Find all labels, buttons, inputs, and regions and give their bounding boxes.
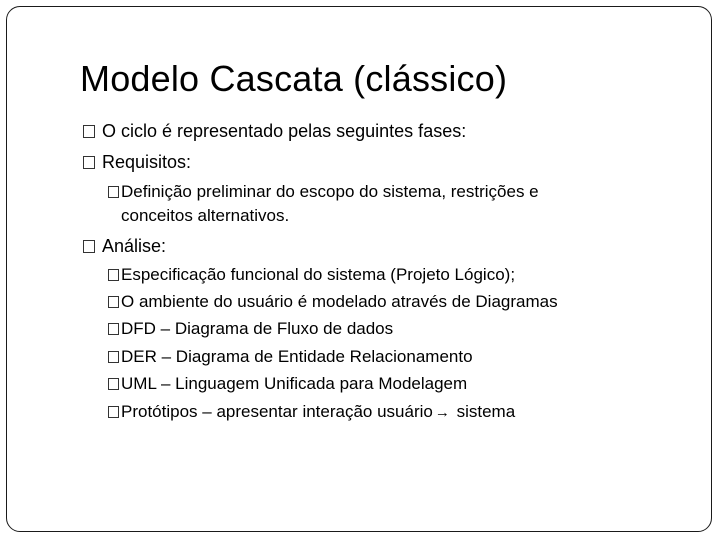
bullet-text-part: sistema <box>451 402 516 421</box>
right-arrow-icon: → <box>434 404 450 421</box>
bullet-text: O ambiente do usuário é modelado através de Diagramas <box>121 292 558 311</box>
bullet-text: DFD – Diagrama de Fluxo de dados <box>121 319 394 338</box>
checkbox-bullet-icon <box>83 240 95 253</box>
checkbox-bullet-icon <box>108 269 119 281</box>
bullet-text: Requisitos: <box>102 152 192 172</box>
checkbox-bullet-icon <box>108 323 119 335</box>
bullet-item <box>83 235 166 257</box>
bullet-text: Especificação funcional do sistema (Projeto Lógico); <box>121 265 516 284</box>
checkbox-bullet-icon <box>108 406 119 418</box>
bullet-text: Análise: <box>102 236 167 256</box>
bullet-item <box>83 151 191 173</box>
sub-bullet-item <box>108 263 626 287</box>
checkbox-bullet-icon <box>83 125 95 138</box>
bullet-text: O ciclo é representado pelas seguintes fases: <box>102 121 467 141</box>
checkbox-bullet-icon <box>108 296 119 308</box>
sub-bullet-item <box>108 317 626 341</box>
sub-bullet-item <box>108 400 626 425</box>
sub-bullet-item <box>108 290 681 314</box>
sub-bullet-item <box>108 372 626 396</box>
checkbox-bullet-icon <box>108 378 119 390</box>
sub-bullet-item <box>108 345 626 369</box>
bullet-text: DER – Diagrama de Entidade Relacionamento <box>121 347 473 366</box>
bullet-text: Definição preliminar do escopo do sistema, restrições e conceitos alternativos. <box>121 182 539 225</box>
bullet-text: UML – Linguagem Unificada para Modelagem <box>121 374 468 393</box>
bullet-text <box>121 400 626 425</box>
checkbox-bullet-icon <box>108 351 119 363</box>
checkbox-bullet-icon <box>83 156 95 169</box>
bullet-item <box>83 120 466 142</box>
sub-bullet-item <box>108 180 611 228</box>
bullet-text-part: Protótipos – apresentar interação usuário <box>121 402 433 421</box>
slide-title: Modelo Cascata (clássico) <box>80 58 508 99</box>
checkbox-bullet-icon <box>108 186 119 198</box>
